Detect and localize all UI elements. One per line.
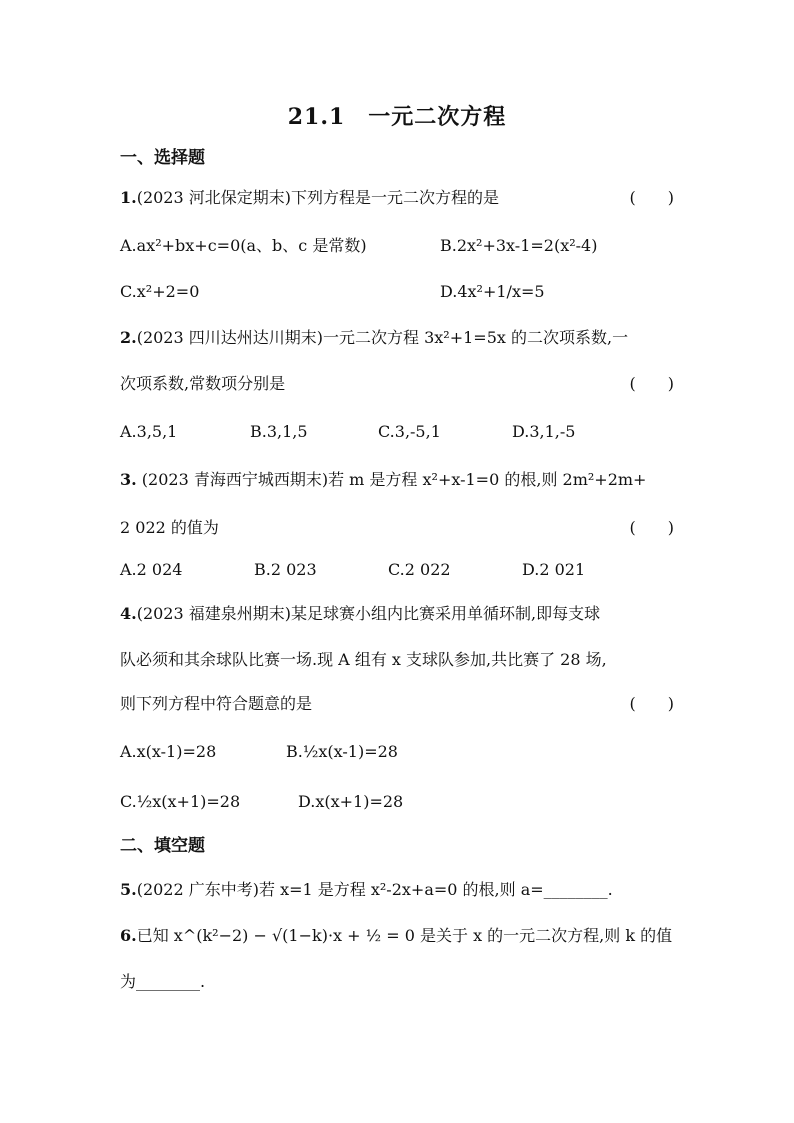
- question-4-option-d: D.x(x+1)=28: [298, 792, 404, 811]
- question-4-option-b: B.½x(x-1)=28: [286, 742, 398, 761]
- question-1: [120, 188, 674, 208]
- question-1-answer-paren: ( ): [629, 188, 674, 207]
- question-3-option-c: C.2 022: [388, 560, 451, 579]
- page-title: 21.1 一元二次方程: [287, 104, 507, 130]
- question-2-option-d: D.3,1,-5: [512, 422, 576, 441]
- question-5-text: (2022 广东中考)若 x=1 是方程 x²-2x+a=0 的根,则 a=________.: [136, 880, 613, 899]
- question-3-option-a: A.2 024: [120, 560, 183, 579]
- question-3-line2: [120, 518, 674, 538]
- question-3-text-line2: 2 022 的值为: [120, 518, 219, 537]
- question-4-line2: [120, 650, 674, 670]
- question-4-text-line1: (2023 福建泉州期末)某足球赛小组内比赛采用单循环制,即每支球: [136, 604, 601, 623]
- question-6-line2: [120, 972, 674, 992]
- question-3-text-line1: (2023 青海西宁城西期末)若 m 是方程 x²+x-1=0 的根,则 2m²+2m+: [136, 470, 647, 489]
- question-3-option-b: B.2 023: [254, 560, 317, 579]
- question-3-option-d: D.2 021: [522, 560, 586, 579]
- question-1-number: 1.: [120, 188, 137, 207]
- question-2-answer-paren: ( ): [629, 374, 674, 393]
- question-2: [120, 328, 674, 348]
- question-6-text-line2: 为________.: [120, 972, 206, 991]
- question-2-option-a: A.3,5,1: [120, 422, 178, 441]
- question-4-text-line2: 队必须和其余球队比赛一场.现 A 组有 x 支球队参加,共比赛了 28 场,: [120, 650, 607, 669]
- question-3: [120, 470, 674, 490]
- question-4: [120, 604, 674, 624]
- section-fill-heading: 二、填空题: [120, 836, 205, 856]
- section-choice-heading: 一、选择题: [120, 148, 205, 168]
- question-1-option-c: C.x²+2=0: [120, 282, 200, 301]
- question-1-option-b: B.2x²+3x-1=2(x²-4): [440, 236, 598, 255]
- question-1-text: (2023 河北保定期末)下列方程是一元二次方程的是: [136, 188, 499, 207]
- question-4-number: 4.: [120, 604, 137, 623]
- question-4-option-c: C.½x(x+1)=28: [120, 792, 241, 811]
- question-2-number: 2.: [120, 328, 137, 347]
- question-2-option-c: C.3,-5,1: [378, 422, 441, 441]
- question-4-answer-paren: ( ): [629, 694, 674, 713]
- question-6: [120, 926, 674, 946]
- question-4-option-a: A.x(x-1)=28: [120, 742, 217, 761]
- question-2-option-b: B.3,1,5: [250, 422, 308, 441]
- question-6-number: 6.: [120, 926, 137, 945]
- question-1-option-a: A.ax²+bx+c=0(a、b、c 是常数): [120, 236, 367, 255]
- question-6-text-line1: 已知 x^(k²−2) − √(1−k)·x + ½ = 0 是关于 x 的一元二次方程,则 k 的值: [136, 926, 673, 945]
- question-4-text-line3: 则下列方程中符合题意的是: [120, 694, 313, 713]
- question-2-text-line2: 次项系数,常数项分别是: [120, 374, 286, 393]
- question-2-line2: [120, 374, 674, 394]
- question-5: [120, 880, 674, 900]
- question-3-number: 3.: [120, 470, 137, 489]
- question-1-option-d: D.4x²+1/x=5: [440, 282, 545, 301]
- question-2-text-line1: (2023 四川达州达川期末)一元二次方程 3x²+1=5x 的二次项系数,一: [136, 328, 629, 347]
- question-4-line3: [120, 694, 674, 714]
- question-5-number: 5.: [120, 880, 137, 899]
- question-3-answer-paren: ( ): [629, 518, 674, 537]
